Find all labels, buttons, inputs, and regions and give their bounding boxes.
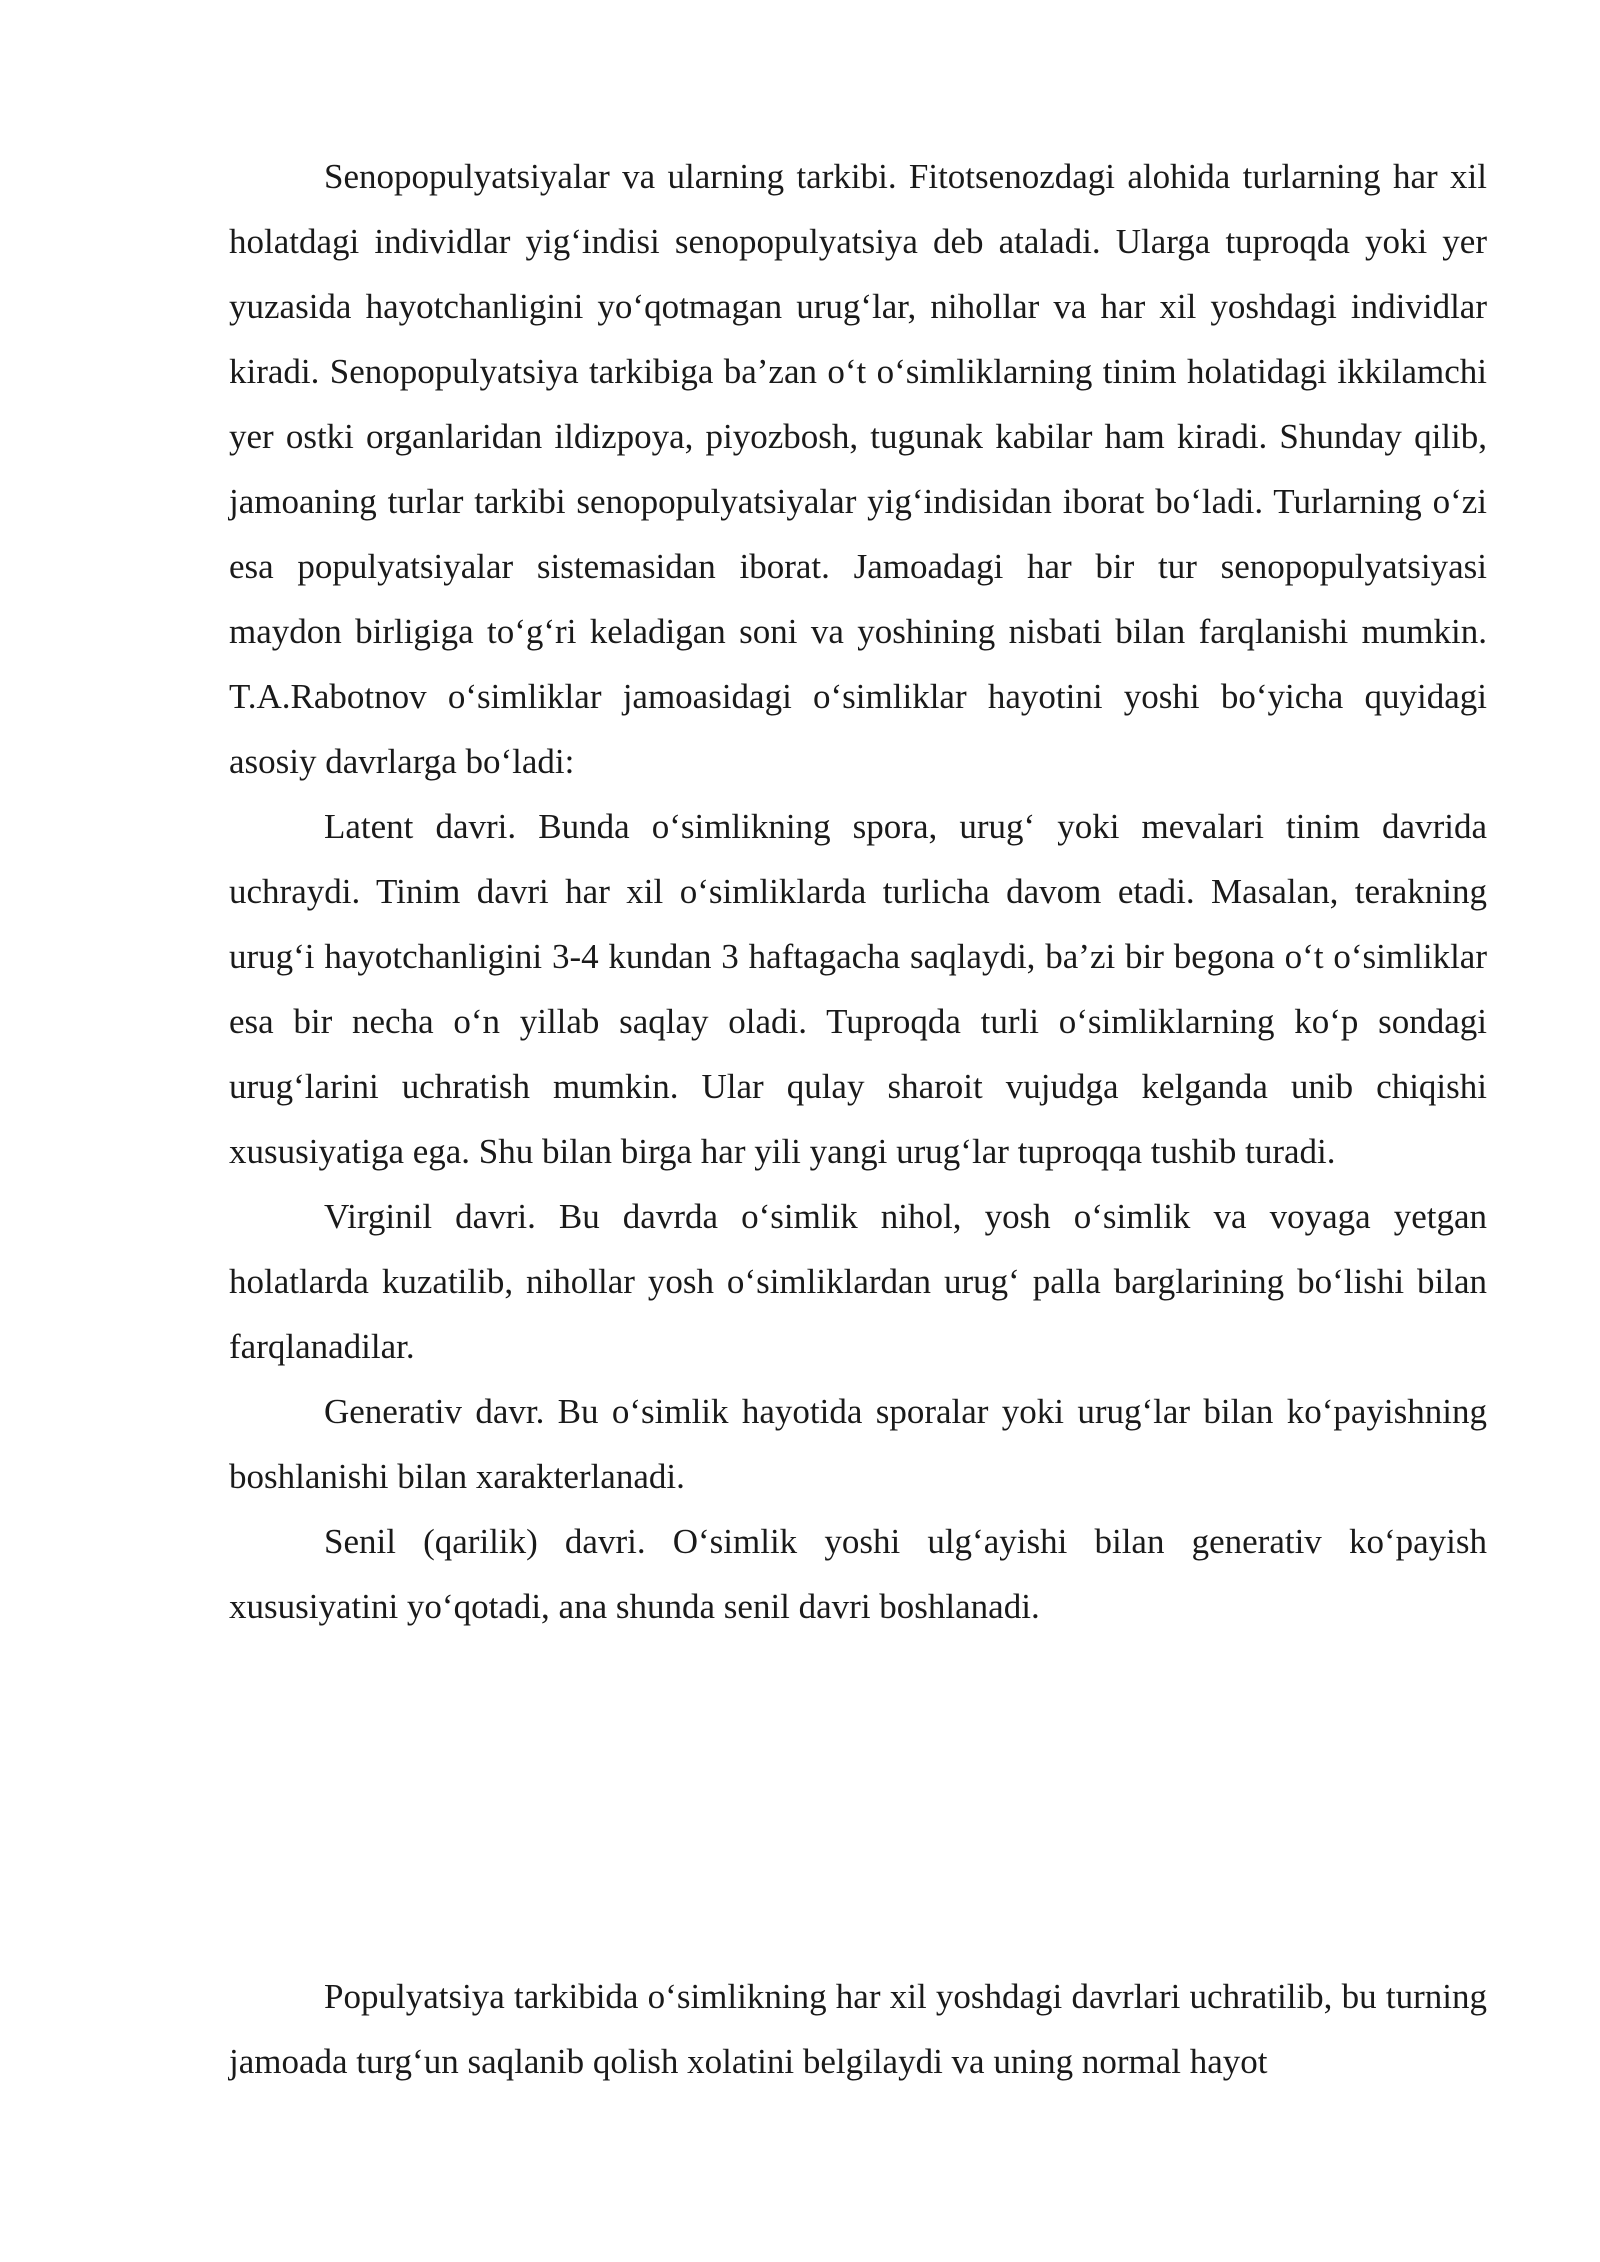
main-text-block bbox=[229, 144, 1487, 1639]
paragraph-senopopulyatsiya: Senopopulyatsiyalar va ularning tarkibi. Fitotsenozdagi alohida turlarning har xil holatdagi individlar yig‘indisi senopopulyatsiya deb ataladi. Ularga tuproqda yoki yer yuzasida hayotchanligini yo‘qotmagan urug‘lar, nihollar va har xil yoshdagi individlar kiradi. Senopopulyatsiya tarkibiga ba’zan o‘t o‘simliklarning tinim holatidagi ikkilamchi yer ostki organlaridan ildizpoya, piyozbosh, tugunak kabilar ham kiradi. Shunday qilib, jamoaning turlar tarkibi senopopulyatsiyalar yig‘indisidan iborat bo‘ladi. Turlarning o‘zi esa populyatsiyalar sistemasidan iborat. Jamoadagi har bir tur senopopulyatsiyasi maydon birligiga to‘g‘ri keladigan soni va yoshining nisbati bilan farqlanishi mumkin. T.A.Rabotnov o‘simliklar jamoasidagi o‘simliklar hayotini yoshi bo‘yicha quyidagi asosiy davrlarga bo‘ladi: bbox=[229, 157, 1487, 781]
paragraph-senil-davri: Senil (qarilik) davri. O‘simlik yoshi ulg‘ayishi bilan generativ ko‘payish xususiyatini yo‘qotadi, ana shunda senil davri boshlanadi. bbox=[229, 1522, 1487, 1626]
paragraph-generativ-davr: Generativ davr. Bu o‘simlik hayotida sporalar yoki urug‘lar bilan ko‘payishning boshlanishi bilan xarakterlanadi. bbox=[229, 1392, 1487, 1496]
paragraph-virginil-davri: Virginil davri. Bu davrda o‘simlik nihol, yosh o‘simlik va voyaga yetgan holatlarda kuzatilib, nihollar yosh o‘simliklardan urug‘ palla barglarining bo‘lishi bilan farqlanadilar. bbox=[229, 1197, 1487, 1366]
paragraph-populyatsiya-tarkibi: Populyatsiya tarkibida o‘simlikning har xil yoshdagi davrlari uchratilib, bu turning jamoada turg‘un saqlanib qolish xolatini belgilaydi va uning normal hayot bbox=[229, 1977, 1487, 2081]
bottom-text-block bbox=[229, 1964, 1487, 2094]
paragraph-latent-davri: Latent davri. Bunda o‘simlikning spora, urug‘ yoki mevalari tinim davrida uchraydi. Tinim davri har xil o‘simliklarda turlicha davom etadi. Masalan, terakning urug‘i hayotchanligini 3-4 kundan 3 haftagacha saqlaydi, ba’zi bir begona o‘t o‘simliklar esa bir necha o‘n yillab saqlay oladi. Tuproqda turli o‘simliklarning ko‘p sondagi urug‘larini uchratish mumkin. Ular qulay sharoit vujudga kelganda unib chiqishi xususiyatiga ega. Shu bilan birga har yili yangi urug‘lar tuproqqa tushib turadi. bbox=[229, 807, 1487, 1171]
